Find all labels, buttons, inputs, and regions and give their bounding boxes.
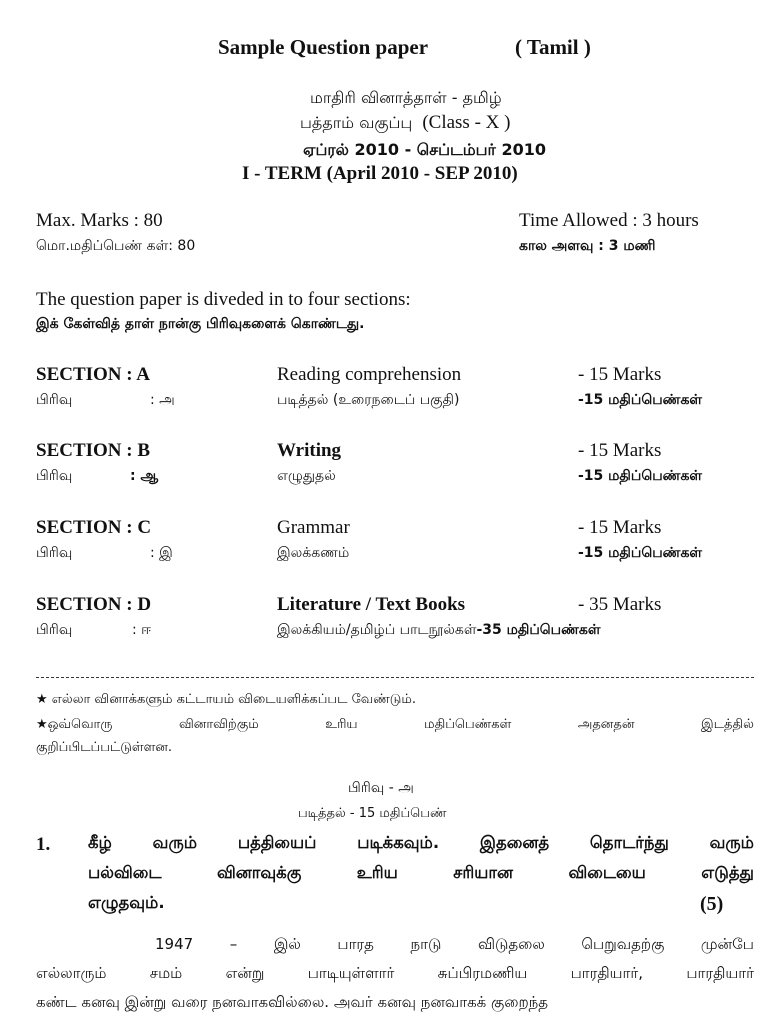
q-word: கீழ் bbox=[88, 833, 112, 852]
section-a-tamil-label: பிரிவு bbox=[36, 392, 73, 408]
q-word: வரும் bbox=[709, 833, 754, 852]
para-word: பெறுவதற்கு bbox=[581, 935, 665, 953]
question-line-2 bbox=[88, 863, 754, 885]
question-line-1 bbox=[88, 833, 754, 855]
part-a-subheading: படித்தல் - 15 மதிப்பெண் bbox=[298, 806, 447, 821]
section-c-marks: - 15 Marks bbox=[578, 517, 662, 538]
para-word: – bbox=[229, 935, 238, 953]
paper-subject: ( Tamil ) bbox=[515, 35, 591, 59]
section-d-tamil-letter: : ஈ bbox=[132, 622, 152, 638]
section-a-tamil-marks: -15 மதிப்பெண்கள் bbox=[578, 392, 703, 408]
q-word: தொடர்ந்து bbox=[589, 833, 669, 852]
paper-title: Sample Question paper bbox=[218, 35, 429, 59]
term-line: I - TERM (April 2010 - SEP 2010) bbox=[242, 163, 518, 184]
section-a-tamil-desc: படித்தல் (உரைநடைப் பகுதி) bbox=[277, 392, 460, 408]
section-d-tamil-marks: -35 மதிப்பெண்கள் bbox=[476, 622, 601, 638]
tamil-title: மாதிரி வினாத்தாள் - தமிழ் bbox=[310, 88, 502, 107]
section-c-tamil-letter: : இ bbox=[150, 545, 173, 561]
section-b-desc: Writing bbox=[277, 440, 342, 461]
para-word: விடுதலை bbox=[477, 935, 545, 953]
section-d-desc: Literature / Text Books bbox=[277, 594, 466, 615]
section-c-tamil-desc: இலக்கணம் bbox=[277, 545, 350, 561]
q-word: எடுத்து bbox=[701, 863, 754, 882]
section-c-label: SECTION : C bbox=[36, 517, 152, 538]
section-d-tamil-desc-line bbox=[277, 622, 601, 640]
q-word: வினாவுக்கு bbox=[216, 863, 302, 882]
section-divider bbox=[36, 677, 754, 678]
q-word: பத்தியைப் bbox=[237, 833, 317, 852]
section-b-tamil-desc: எழுதுதல் bbox=[277, 468, 336, 484]
section-b-marks: - 15 Marks bbox=[578, 440, 662, 461]
para-word: நாடு bbox=[410, 935, 442, 953]
note-marks-line bbox=[36, 717, 754, 733]
max-marks-tamil: மொ.மதிப்பெண் கள்: 80 bbox=[36, 238, 196, 254]
note2-word: இடத்தில் bbox=[701, 717, 754, 732]
para-word: பாரதியார் bbox=[686, 964, 754, 982]
q-word: விடையை bbox=[568, 863, 646, 882]
section-b-tamil-marks: -15 மதிப்பெண்கள் bbox=[578, 468, 703, 484]
para-word: பாடியுள்ளார் bbox=[307, 964, 395, 982]
para-word: பாரதியார், bbox=[570, 964, 643, 982]
section-b-label: SECTION : B bbox=[36, 440, 151, 461]
para-word: என்று bbox=[225, 964, 265, 982]
note2-word: உரிய bbox=[325, 717, 358, 732]
section-c-desc: Grammar bbox=[277, 517, 350, 538]
para-word: 1947 bbox=[155, 935, 194, 953]
part-a-heading: பிரிவு - அ bbox=[348, 780, 414, 796]
section-c-tamil-label: பிரிவு bbox=[36, 545, 73, 561]
para-word: இல் bbox=[273, 935, 301, 953]
q-word: உரிய bbox=[356, 863, 398, 882]
question-line-3: எழுதவும். bbox=[88, 893, 165, 912]
paragraph-line-2 bbox=[36, 964, 754, 984]
section-a-tamil-letter: : அ bbox=[150, 392, 175, 408]
paragraph-line-1 bbox=[155, 935, 754, 955]
time-allowed: Time Allowed : 3 hours bbox=[519, 210, 699, 231]
question-marks: (5) bbox=[700, 893, 724, 915]
q-word: பல்விடை bbox=[88, 863, 162, 882]
note2-word: அதனதன் bbox=[577, 717, 635, 732]
class-english: (Class - X ) bbox=[422, 112, 511, 133]
time-allowed-tamil: கால அளவு : 3 மணி bbox=[519, 238, 656, 254]
section-a-desc: Reading comprehension bbox=[277, 364, 462, 385]
note-all-compulsory: ★ எல்லா வினாக்களும் கட்டாயம் விடையளிக்கப்பட வேண்டும். bbox=[36, 692, 416, 707]
section-b-tamil-letter: : ஆ bbox=[130, 468, 159, 484]
period-tamil: ஏப்ரல் 2010 - செப்டம்பர் 2010 bbox=[303, 140, 546, 159]
question-number: 1. bbox=[36, 834, 51, 855]
section-d-tamil-desc: இலக்கியம்/தமிழ்ப் பாடநூல்கள் bbox=[277, 622, 477, 638]
para-word: எல்லாரும் bbox=[36, 964, 107, 982]
section-d-tamil-label: பிரிவு bbox=[36, 622, 73, 638]
q-word: இதனைத் bbox=[479, 833, 550, 852]
section-c-tamil-marks: -15 மதிப்பெண்கள் bbox=[578, 545, 703, 561]
para-word: சுப்பிரமணிய bbox=[437, 964, 528, 982]
q-word: வரும் bbox=[152, 833, 198, 852]
section-d-label: SECTION : D bbox=[36, 594, 152, 615]
section-a-label: SECTION : A bbox=[36, 364, 151, 385]
para-word: பாரத bbox=[337, 935, 374, 953]
para-word: சமம் bbox=[149, 964, 183, 982]
para-word: முன்பே bbox=[700, 935, 754, 953]
section-b-tamil-label: பிரிவு bbox=[36, 468, 73, 484]
class-tamil: பத்தாம் வகுப்பு bbox=[300, 113, 413, 132]
class-line bbox=[300, 112, 510, 134]
intro-tamil: இக் கேள்வித் தாள் நான்கு பிரிவுகளைக் கொண்டது. bbox=[36, 316, 365, 332]
note2-word: மதிப்பெண்கள் bbox=[424, 717, 512, 732]
section-a-marks: - 15 Marks bbox=[578, 364, 662, 385]
intro-english: The question paper is diveded in to four sections: bbox=[36, 289, 411, 310]
q-word: படிக்கவும். bbox=[357, 833, 440, 852]
q-word: சரியான bbox=[453, 863, 514, 882]
note-marks-end: குறிப்பிடப்பட்டுள்ளன. bbox=[36, 740, 173, 755]
paragraph-line-3: கண்ட கனவு இன்று வரை நனவாகவில்லை. அவர் கனவு நனவாகக் குறைந்த bbox=[36, 993, 549, 1011]
section-d-marks: - 35 Marks bbox=[578, 594, 662, 615]
note2-word: வினாவிற்கும் bbox=[178, 717, 259, 732]
max-marks: Max. Marks : 80 bbox=[36, 210, 163, 231]
note2-word: ★ஒவ்வொரு bbox=[36, 717, 113, 732]
